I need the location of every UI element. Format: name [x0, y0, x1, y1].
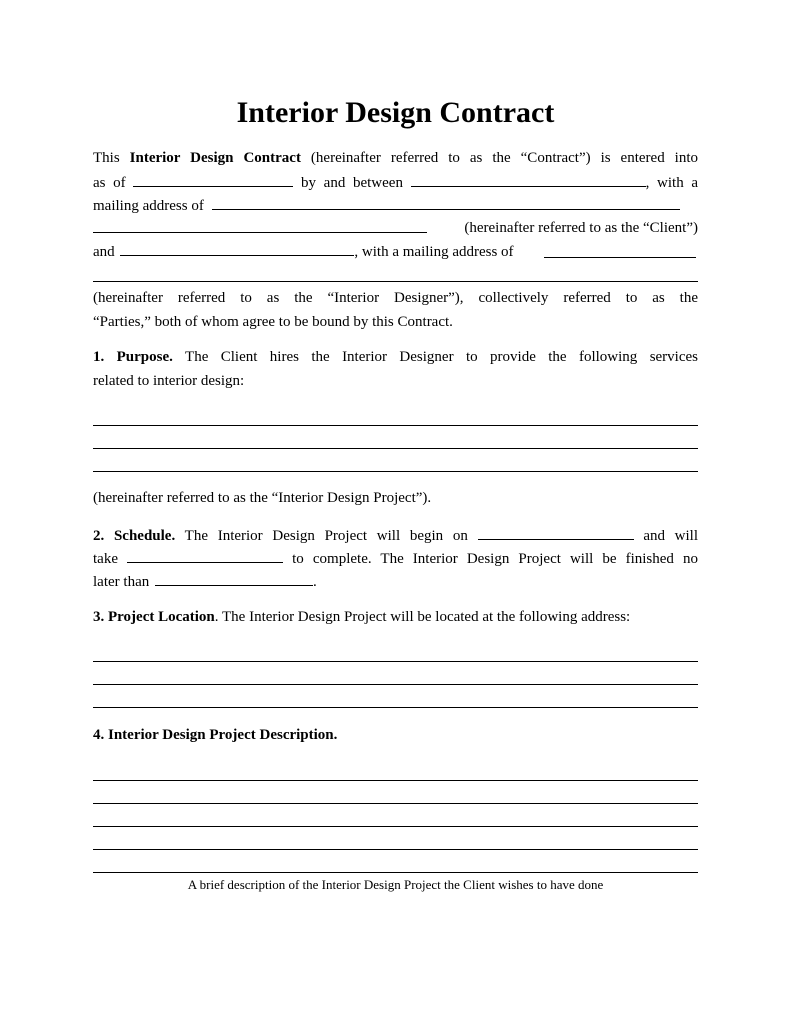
- purpose-blank-line-2[interactable]: [93, 448, 698, 449]
- schedule-take: take: [93, 551, 118, 567]
- location-blank-line-3[interactable]: [93, 707, 698, 708]
- intro-line-1: [93, 147, 698, 170]
- description-blank-line-3[interactable]: [93, 826, 698, 827]
- purpose-text-1: The Client hires the Interior Designer to provide the following services: [185, 349, 698, 365]
- schedule-later-than: later than: [93, 574, 150, 590]
- schedule-line-1: [93, 524, 698, 547]
- intro-line-4: [93, 217, 698, 240]
- description-caption: A brief description of the Interior Design Project the Client wishes to have done: [187, 877, 604, 892]
- purpose-text-2: related to interior design:: [93, 373, 245, 389]
- designer-name-blank[interactable]: [120, 240, 354, 256]
- mailing-address-blank-2[interactable]: [93, 217, 427, 233]
- schedule-and-will: and will: [643, 528, 699, 544]
- description-line: [93, 724, 698, 747]
- intro-contract-name: Interior Design Contract: [129, 150, 301, 166]
- description-blank-line-1[interactable]: [93, 780, 698, 781]
- intro-this: This: [93, 150, 120, 166]
- intro-mailing-address: mailing address of: [93, 198, 204, 214]
- purpose-line-1: [93, 346, 698, 369]
- intro-and: and: [93, 244, 115, 260]
- description-blank-line-4[interactable]: [93, 849, 698, 850]
- intro-parties: “Parties,” both of whom agree to be bound by this Contract.: [93, 314, 453, 330]
- intro-line-2: [93, 171, 698, 194]
- party-name-blank[interactable]: [411, 171, 646, 187]
- location-blank-line-2[interactable]: [93, 684, 698, 685]
- intro-line-3: [93, 194, 698, 217]
- intro-hereinafter: (hereinafter referred to as the “Contract”) is entered into: [310, 150, 698, 166]
- location-line: [93, 606, 698, 629]
- duration-blank[interactable]: [127, 547, 283, 563]
- intro-with-mailing: , with a mailing address of: [354, 244, 514, 260]
- schedule-heading: 2. Schedule.: [93, 528, 176, 544]
- intro-by-between: by and between: [301, 175, 403, 191]
- intro-as-of: as of: [93, 175, 126, 191]
- schedule-begin-text: The Interior Design Project will begin on: [184, 528, 468, 544]
- purpose-after-line: [93, 487, 698, 510]
- designer-address-blank-2[interactable]: [93, 281, 698, 282]
- description-blank-line-2[interactable]: [93, 803, 698, 804]
- mailing-address-blank-1[interactable]: [212, 194, 680, 210]
- purpose-line-2: [93, 370, 698, 393]
- intro-with-a: , with a: [645, 175, 699, 191]
- intro-line-7: [93, 287, 698, 310]
- designer-address-blank-1[interactable]: [544, 242, 696, 258]
- description-heading: 4. Interior Design Project Description.: [93, 727, 338, 743]
- location-text: . The Interior Design Project will be located at the following address:: [214, 609, 631, 625]
- designer-name-group: [411, 175, 698, 191]
- schedule-line-2: [93, 547, 698, 570]
- purpose-heading: 1. Purpose.: [93, 349, 173, 365]
- intro-client-ref: (hereinafter referred to as the “Client”): [464, 220, 698, 236]
- description-blank-line-5[interactable]: [93, 872, 698, 873]
- end-date-blank[interactable]: [155, 570, 313, 586]
- schedule-line-3: [93, 570, 698, 593]
- schedule-period: .: [312, 574, 317, 590]
- intro-line-5: [93, 240, 698, 263]
- intro-line-8: [93, 311, 698, 334]
- purpose-blank-line-1[interactable]: [93, 425, 698, 426]
- start-date-blank[interactable]: [478, 524, 634, 540]
- intro-designer-ref: (hereinafter referred to as the “Interior Designer”), collectively referred to as the: [93, 290, 698, 306]
- purpose-project-ref: (hereinafter referred to as the “Interior Design Project”).: [93, 490, 432, 506]
- purpose-blank-line-3[interactable]: [93, 471, 698, 472]
- schedule-complete-text: to complete. The Interior Design Project will be finished no: [292, 551, 699, 567]
- date-blank[interactable]: [133, 171, 293, 187]
- location-heading: 3. Project Location: [93, 609, 215, 625]
- location-blank-line-1[interactable]: [93, 661, 698, 662]
- document-title: Interior Design Contract: [236, 96, 555, 129]
